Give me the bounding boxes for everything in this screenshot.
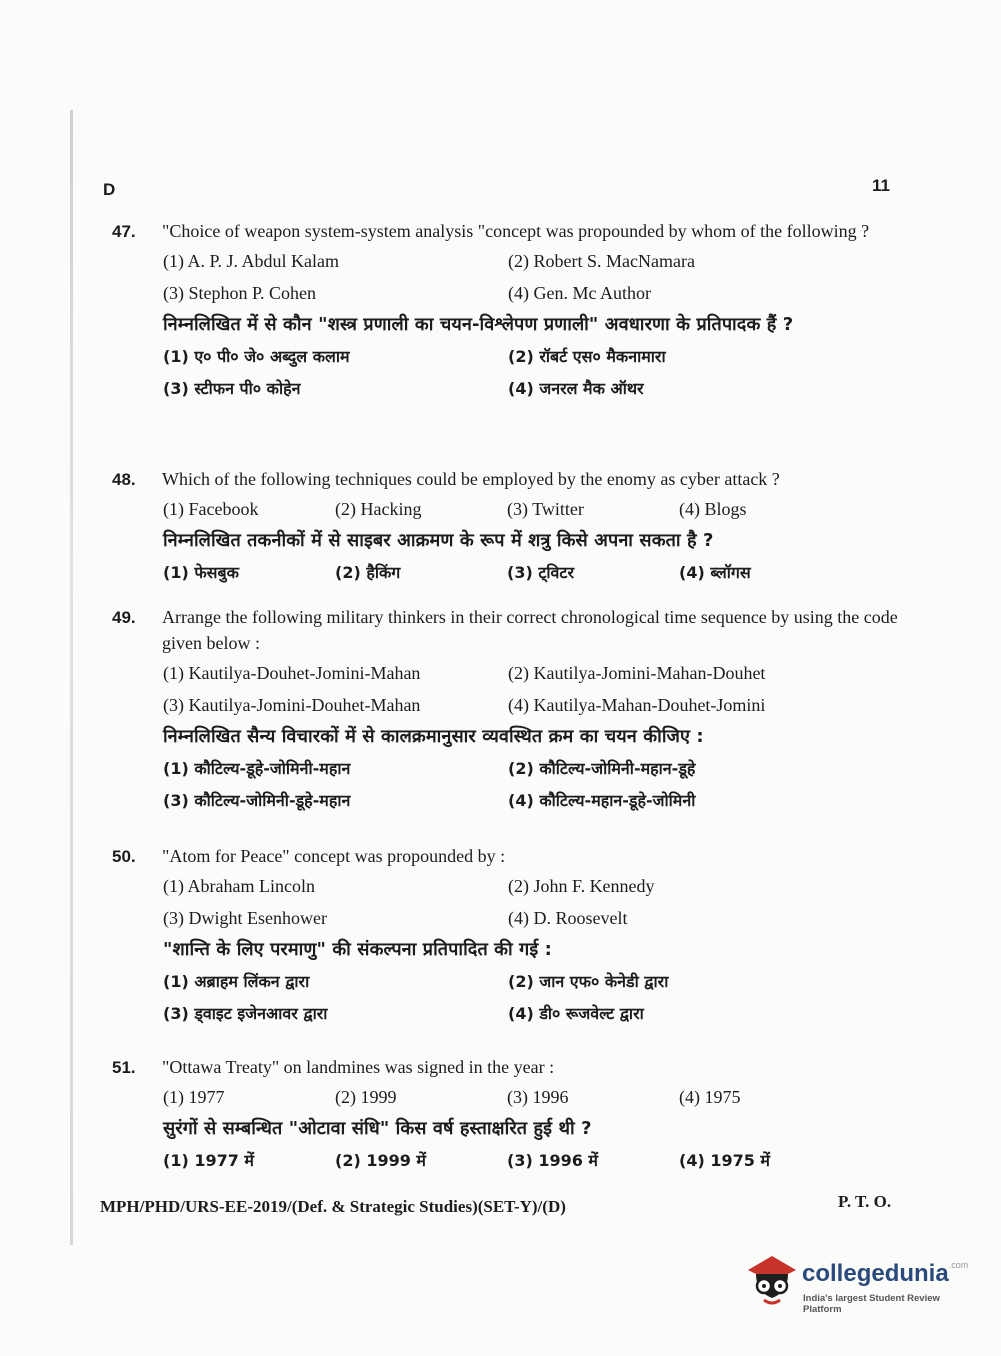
option: (4) 1975 — [679, 1087, 741, 1107]
option: (4) Blogs — [679, 499, 747, 519]
question-text-en: "Choice of weapon system-system analysis "concept was propounded by whom of the following ? — [162, 221, 870, 241]
question-text-hi: सुरंगों से सम्बन्धित "ओटावा संधि" किस वर्ष हस्ताक्षरित हुई थी ? — [163, 1118, 592, 1139]
option: (3) ट्विटर — [507, 563, 575, 582]
options-hi — [163, 756, 902, 814]
options-en — [163, 660, 902, 718]
option: (2) कौटिल्य-जोमिनी-महान-डूहे — [508, 759, 696, 778]
option: (4) D. Roosevelt — [508, 908, 628, 928]
options-hi — [163, 969, 902, 1027]
option: (2) Kautilya-Jomini-Mahan-Douhet — [508, 663, 766, 683]
option: (2) रॉबर्ट एस० मैकनामारा — [508, 347, 666, 366]
logo-dotcom: .com — [948, 1260, 969, 1270]
question-text-en: "Ottawa Treaty" on landmines was signed in the year : — [162, 1057, 555, 1077]
option: (4) Kautilya-Mahan-Douhet-Jomini — [508, 695, 766, 715]
logo-wordmark — [802, 1260, 968, 1288]
option: (2) John F. Kennedy — [508, 876, 655, 896]
option: (2) 1999 — [335, 1087, 397, 1107]
question-number: 50. — [112, 847, 136, 866]
option: (4) कौटिल्य-महान-डूहे-जोमिनी — [508, 791, 696, 810]
option: (3) 1996 — [507, 1087, 569, 1107]
option: (1) 1977 — [163, 1087, 225, 1107]
question-51 — [112, 1054, 902, 1174]
option: (4) ब्लॉगस — [679, 563, 751, 582]
option: (3) Dwight Esenhower — [163, 908, 327, 928]
option: (4) Gen. Mc Author — [508, 283, 651, 303]
option: (3) Twitter — [507, 499, 584, 519]
option: (1) कौटिल्य-डूहे-जोमिनी-महान — [163, 759, 351, 778]
option: (1) अब्राहम लिंकन द्वारा — [163, 972, 310, 991]
question-50 — [112, 843, 902, 1027]
option: (2) Robert S. MacNamara — [508, 251, 695, 271]
options-hi — [163, 344, 902, 402]
scan-edge — [70, 110, 73, 1245]
options-en — [163, 1084, 902, 1110]
option: (2) जान एफ० केनेडी द्वारा — [508, 972, 669, 991]
option: (3) कौटिल्य-जोमिनी-डूहे-महान — [163, 791, 351, 810]
logo-tagline: India's largest Student Review Platform — [803, 1293, 940, 1315]
question-number: 48. — [112, 470, 136, 489]
question-text-hi: निम्नलिखित में से कौन "शस्त्र प्रणाली का चयन-विश्लेपण प्रणाली" अवधारणा के प्रतिपादक हैं ? — [163, 314, 794, 335]
question-48 — [112, 466, 902, 586]
option: (1) Facebook — [163, 499, 259, 519]
option: (1) A. P. J. Abdul Kalam — [163, 251, 340, 271]
option: (1) Abraham Lincoln — [163, 876, 315, 896]
option: (1) 1977 में — [163, 1151, 254, 1170]
option: (3) 1996 में — [507, 1151, 598, 1170]
option: (3) स्टीफन पी० कोहेन — [163, 379, 301, 398]
question-text-hi: निम्नलिखित सैन्य विचारकों में से कालक्रमानुसार व्यवस्थित क्रम का चयन कीजिए : — [163, 726, 704, 747]
mascot-icon — [742, 1252, 798, 1310]
option: (2) हैकिंग — [335, 563, 401, 582]
collegedunia-logo[interactable] — [742, 1252, 972, 1315]
question-number: 51. — [112, 1058, 136, 1077]
logo-name: collegedunia — [802, 1260, 949, 1287]
question-text-hi: निम्नलिखित तकनीकों में से साइबर आक्रमण के रूप में शत्रु किसे अपना सकता है ? — [163, 530, 714, 551]
option: (4) डी० रूजवेल्ट द्वारा — [508, 1004, 644, 1023]
option: (2) Hacking — [335, 499, 422, 519]
option: (1) Kautilya-Douhet-Jomini-Mahan — [163, 663, 421, 683]
page-number: 11 — [872, 176, 890, 195]
set-letter: D — [103, 180, 116, 199]
question-text-en: Which of the following techniques could be employed by the enomy as cyber attack ? — [162, 469, 780, 489]
question-number: 47. — [112, 222, 136, 241]
options-hi — [163, 1148, 902, 1174]
question-47 — [112, 218, 902, 402]
option: (4) जनरल मैक ऑथर — [508, 379, 644, 398]
option: (1) फेसबुक — [163, 563, 239, 582]
options-hi — [163, 560, 902, 586]
options-en — [163, 248, 902, 306]
question-49 — [112, 604, 902, 814]
pto-label: P. T. O. — [838, 1192, 892, 1211]
option: (1) ए० पी० जे० अब्दुल कलाम — [163, 347, 350, 366]
option: (3) ड्वाइट इजेनआवर द्वारा — [163, 1004, 328, 1023]
options-en — [163, 873, 902, 931]
paper-code: MPH/PHD/URS-EE-2019/(Def. & Strategic Studies)(SET-Y)/(D) — [100, 1197, 566, 1216]
question-text-en: Arrange the following military thinkers in their correct chronological time sequence by using the code given below : — [162, 607, 898, 653]
options-en — [163, 496, 902, 522]
option: (2) 1999 में — [335, 1151, 426, 1170]
question-text-en: "Atom for Peace" concept was propounded by : — [162, 846, 506, 866]
question-number: 49. — [112, 608, 136, 627]
option: (4) 1975 में — [679, 1151, 770, 1170]
option: (3) Stephon P. Cohen — [163, 283, 316, 303]
question-text-hi: "शान्ति के लिए परमाणु" की संकल्पना प्रतिपादित की गई : — [163, 939, 552, 960]
option: (3) Kautilya-Jomini-Douhet-Mahan — [163, 695, 421, 715]
